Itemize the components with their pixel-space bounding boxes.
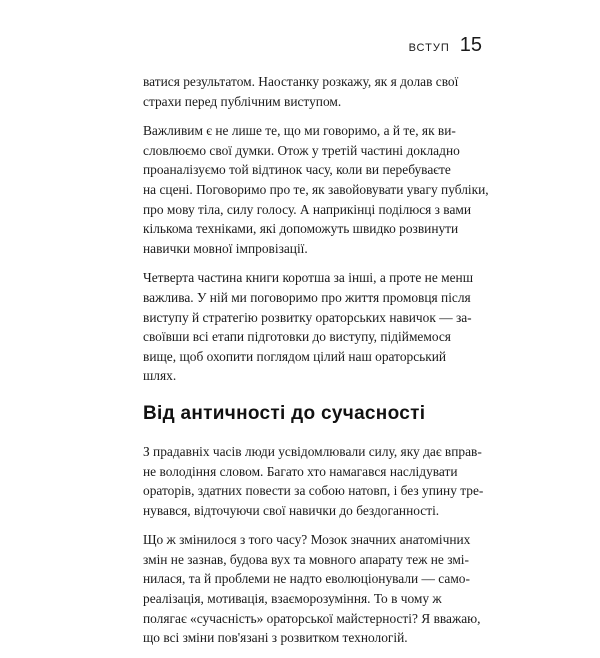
paragraph-3: [143, 268, 473, 386]
page-number: 15: [459, 34, 482, 56]
text-line: виступу й стратегію розвитку ораторських навичок — за-: [143, 309, 472, 325]
paragraph-2: [143, 121, 489, 258]
text-line: вище, щоб охопити поглядом цілий наш ораторський: [143, 348, 447, 364]
running-head: [409, 34, 482, 57]
text-line: ватися результатом. Наостанку розкажу, як я долав свої: [143, 74, 459, 89]
section-heading: Від античності до сучасності: [143, 402, 426, 424]
text-line: нилася, та й проблеми не надто еволюціонували — само-: [143, 571, 470, 587]
text-line: про мову тіла, силу голосу. А наприкінці поділюся з вами: [143, 201, 472, 217]
text-line: страхи перед публічним виступом.: [143, 93, 342, 109]
text-line: важлива. У ній ми поговоримо про життя промовця після: [143, 289, 471, 305]
text-line: З прадавніх часів люди усвідомлювали силу, яку дає вправ-: [143, 443, 482, 459]
text-line: проаналізуємо той відтинок часу, коли ви перебуваєте: [143, 162, 451, 178]
text-line: на сцені. Поговоримо про те, як завойовувати увагу публіки,: [143, 181, 489, 197]
text-line: реалізація, мотивація, взаєморозуміння. То в чому ж: [143, 591, 442, 607]
text-line: не володіння словом. Багато хто намагався наслідувати: [143, 463, 458, 479]
paragraph-4: [143, 442, 484, 520]
paragraph-1: [143, 72, 459, 111]
paragraph-5: [143, 530, 481, 648]
text-line: Що ж змінилося з того часу? Мозок значних анатомічних: [143, 532, 471, 548]
text-line: змін не зазнав, будова вух та мовного апарату теж не змі-: [143, 551, 469, 567]
text-line: полягає «сучасність» ораторської майстерності? Я вважаю,: [143, 610, 481, 626]
body-text: [143, 72, 489, 658]
text-line: ораторів, здатних повести за собою натовп, і без упину тре-: [143, 483, 484, 499]
text-line: Важливим є не лише те, що ми говоримо, а й те, як ви-: [143, 123, 456, 139]
text-line: що всі зміни пов'язані з розвитком технологій.: [143, 630, 408, 646]
text-line: словлюємо свої думки. Отож у третій частині докладно: [143, 142, 460, 158]
text-line: шлях.: [143, 368, 177, 384]
text-line: своївши всі етапи підготовки до виступу, підіймемося: [143, 329, 451, 345]
text-line: нувався, відточуючи свої навички до бездоганності.: [143, 502, 440, 518]
running-head-section: ВСТУП: [408, 42, 450, 54]
text-line: Четверта частина книги коротша за інші, а проте не менш: [143, 270, 473, 286]
text-line: навички мовної імпровізації.: [143, 240, 308, 256]
text-line: кількома техніками, які допоможуть швидко розвинути: [143, 221, 459, 237]
